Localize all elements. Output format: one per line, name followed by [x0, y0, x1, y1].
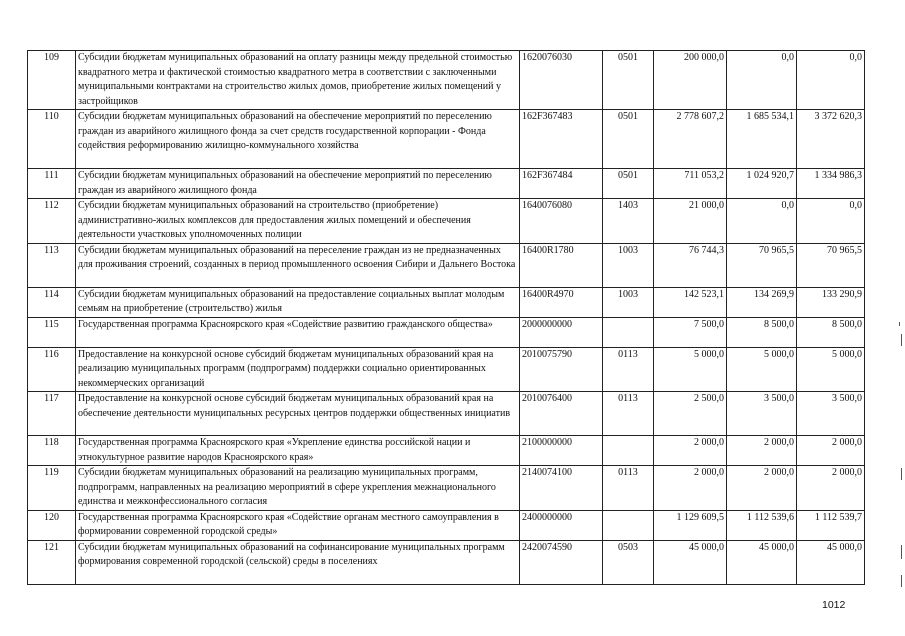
row-description: Предоставление на конкурсной основе субсидий бюджетам муниципальных образований края на реализацию муниципальных программ (подпрограмм) поддержки социально ориентированных некоммерческих организаций — [76, 347, 520, 392]
row-amount-3: 3 372 620,3 — [797, 110, 865, 169]
row-number: 115 — [28, 317, 76, 347]
row-description: Государственная программа Красноярского края «Укрепление единства российской нации и этнокультурное развитие народов Красноярского края» — [76, 436, 520, 466]
row-amount-3: 45 000,0 — [797, 540, 865, 584]
row-number: 109 — [28, 51, 76, 110]
scan-mark — [901, 575, 902, 587]
table-body — [28, 51, 865, 585]
row-amount-1: 45 000,0 — [654, 540, 727, 584]
row-code: 2400000000 — [520, 510, 603, 540]
row-amount-1: 21 000,0 — [654, 199, 727, 244]
table-row — [28, 317, 865, 347]
row-description: Субсидии бюджетам муниципальных образований на обеспечение мероприятий по переселению граждан из аварийного жилищного фонда — [76, 169, 520, 199]
table-row — [28, 169, 865, 199]
row-amount-3: 5 000,0 — [797, 347, 865, 392]
row-amount-3: 133 290,9 — [797, 287, 865, 317]
table-row — [28, 243, 865, 287]
row-code: 2010075790 — [520, 347, 603, 392]
row-description: Субсидии бюджетам муниципальных образований на строительство (приобретение) административно-жилых комплексов для предоставления жилых помещений и обеспечения деятельности участковых уполномоченных полиции — [76, 199, 520, 244]
row-amount-1: 7 500,0 — [654, 317, 727, 347]
table-row — [28, 466, 865, 511]
row-description: Субсидии бюджетам муниципальных образований на софинансирование муниципальных программ формирования современной городской (сельской) среды в поселениях — [76, 540, 520, 584]
row-section: 1003 — [603, 287, 654, 317]
row-description: Субсидии бюджетам муниципальных образований на реализацию муниципальных программ, подпрограмм, направленных на реализацию мероприятий в сфере укрепления межнационального единства и межконфессионального согласия — [76, 466, 520, 511]
row-code: 2100000000 — [520, 436, 603, 466]
row-amount-3: 1 334 986,3 — [797, 169, 865, 199]
row-amount-3: 8 500,0 — [797, 317, 865, 347]
row-description: Субсидии бюджетам муниципальных образований на обеспечение мероприятий по переселению граждан из аварийного жилищного фонда за счет средств государственной корпорации - Фонда содействия реформированию жилищно-коммунального хозяйства — [76, 110, 520, 169]
row-section — [603, 436, 654, 466]
row-number: 113 — [28, 243, 76, 287]
row-number: 118 — [28, 436, 76, 466]
row-amount-3: 0,0 — [797, 51, 865, 110]
row-description: Предоставление на конкурсной основе субсидий бюджетам муниципальных образований края на обеспечение деятельности муниципальных ресурсных центров поддержки общественных инициатив — [76, 392, 520, 436]
row-amount-1: 1 129 609,5 — [654, 510, 727, 540]
row-amount-3: 70 965,5 — [797, 243, 865, 287]
row-amount-2: 2 000,0 — [727, 466, 797, 511]
row-section: 0501 — [603, 110, 654, 169]
row-number: 111 — [28, 169, 76, 199]
row-code: 2010076400 — [520, 392, 603, 436]
row-number: 120 — [28, 510, 76, 540]
row-section: 0113 — [603, 347, 654, 392]
row-amount-1: 2 000,0 — [654, 436, 727, 466]
row-amount-2: 70 965,5 — [727, 243, 797, 287]
row-code: 2420074590 — [520, 540, 603, 584]
row-amount-2: 134 269,9 — [727, 287, 797, 317]
table-row — [28, 51, 865, 110]
scan-mark — [901, 468, 902, 480]
row-section: 1003 — [603, 243, 654, 287]
row-code: 1640076080 — [520, 199, 603, 244]
row-code: 162F367483 — [520, 110, 603, 169]
row-amount-1: 5 000,0 — [654, 347, 727, 392]
scan-mark — [901, 545, 902, 559]
row-amount-1: 142 523,1 — [654, 287, 727, 317]
row-description: Субсидии бюджетам муниципальных образований на предоставление социальных выплат молодым семьям на приобретение (строительство) жилья — [76, 287, 520, 317]
scan-mark — [901, 334, 902, 346]
table-row — [28, 510, 865, 540]
row-amount-2: 5 000,0 — [727, 347, 797, 392]
row-amount-3: 3 500,0 — [797, 392, 865, 436]
row-section — [603, 317, 654, 347]
row-amount-2: 1 685 534,1 — [727, 110, 797, 169]
row-number: 112 — [28, 199, 76, 244]
row-amount-2: 0,0 — [727, 51, 797, 110]
row-amount-2: 0,0 — [727, 199, 797, 244]
row-amount-2: 1 112 539,6 — [727, 510, 797, 540]
table-row — [28, 110, 865, 169]
row-code: 16400R4970 — [520, 287, 603, 317]
row-section: 0503 — [603, 540, 654, 584]
row-amount-3: 1 112 539,7 — [797, 510, 865, 540]
row-amount-1: 711 053,2 — [654, 169, 727, 199]
row-code: 2140074100 — [520, 466, 603, 511]
row-section: 0113 — [603, 466, 654, 511]
row-amount-2: 45 000,0 — [727, 540, 797, 584]
row-number: 110 — [28, 110, 76, 169]
row-section: 1403 — [603, 199, 654, 244]
table-row — [28, 392, 865, 436]
row-amount-3: 2 000,0 — [797, 436, 865, 466]
row-description: Субсидии бюджетам муниципальных образований на оплату разницы между предельной стоимостью квадратного метра и фактической стоимостью квадратного метра в соответствии с заключенными муниципальными контрактами на строительство жилых домов, приобретение жилых помещений у застройщиков — [76, 51, 520, 110]
row-code: 16400R1780 — [520, 243, 603, 287]
row-number: 116 — [28, 347, 76, 392]
row-section: 0113 — [603, 392, 654, 436]
row-number: 119 — [28, 466, 76, 511]
row-amount-2: 2 000,0 — [727, 436, 797, 466]
row-description: Государственная программа Красноярского края «Содействие органам местного самоуправления в формировании современной городской среды» — [76, 510, 520, 540]
row-amount-1: 76 744,3 — [654, 243, 727, 287]
row-amount-2: 8 500,0 — [727, 317, 797, 347]
row-amount-2: 3 500,0 — [727, 392, 797, 436]
row-description: Государственная программа Красноярского края «Содействие развитию гражданского общества» — [76, 317, 520, 347]
row-description: Субсидии бюджетам муниципальных образований на переселение граждан из не предназначенных для проживания строений, созданных в период промышленного освоения Сибири и Дальнего Востока — [76, 243, 520, 287]
row-number: 121 — [28, 540, 76, 584]
table-row — [28, 287, 865, 317]
row-code: 2000000000 — [520, 317, 603, 347]
row-section: 0501 — [603, 169, 654, 199]
row-amount-1: 2 500,0 — [654, 392, 727, 436]
row-number: 114 — [28, 287, 76, 317]
page-number: 1012 — [822, 599, 846, 611]
row-section: 0501 — [603, 51, 654, 110]
row-number: 117 — [28, 392, 76, 436]
table-row — [28, 199, 865, 244]
row-amount-1: 2 778 607,2 — [654, 110, 727, 169]
row-amount-2: 1 024 920,7 — [727, 169, 797, 199]
row-amount-3: 0,0 — [797, 199, 865, 244]
row-code: 162F367484 — [520, 169, 603, 199]
row-section — [603, 510, 654, 540]
table-row — [28, 540, 865, 584]
table-row — [28, 347, 865, 392]
row-amount-3: 2 000,0 — [797, 466, 865, 511]
budget-table — [27, 50, 865, 585]
row-amount-1: 200 000,0 — [654, 51, 727, 110]
scan-mark — [899, 322, 900, 326]
row-code: 1620076030 — [520, 51, 603, 110]
row-amount-1: 2 000,0 — [654, 466, 727, 511]
table-row — [28, 436, 865, 466]
